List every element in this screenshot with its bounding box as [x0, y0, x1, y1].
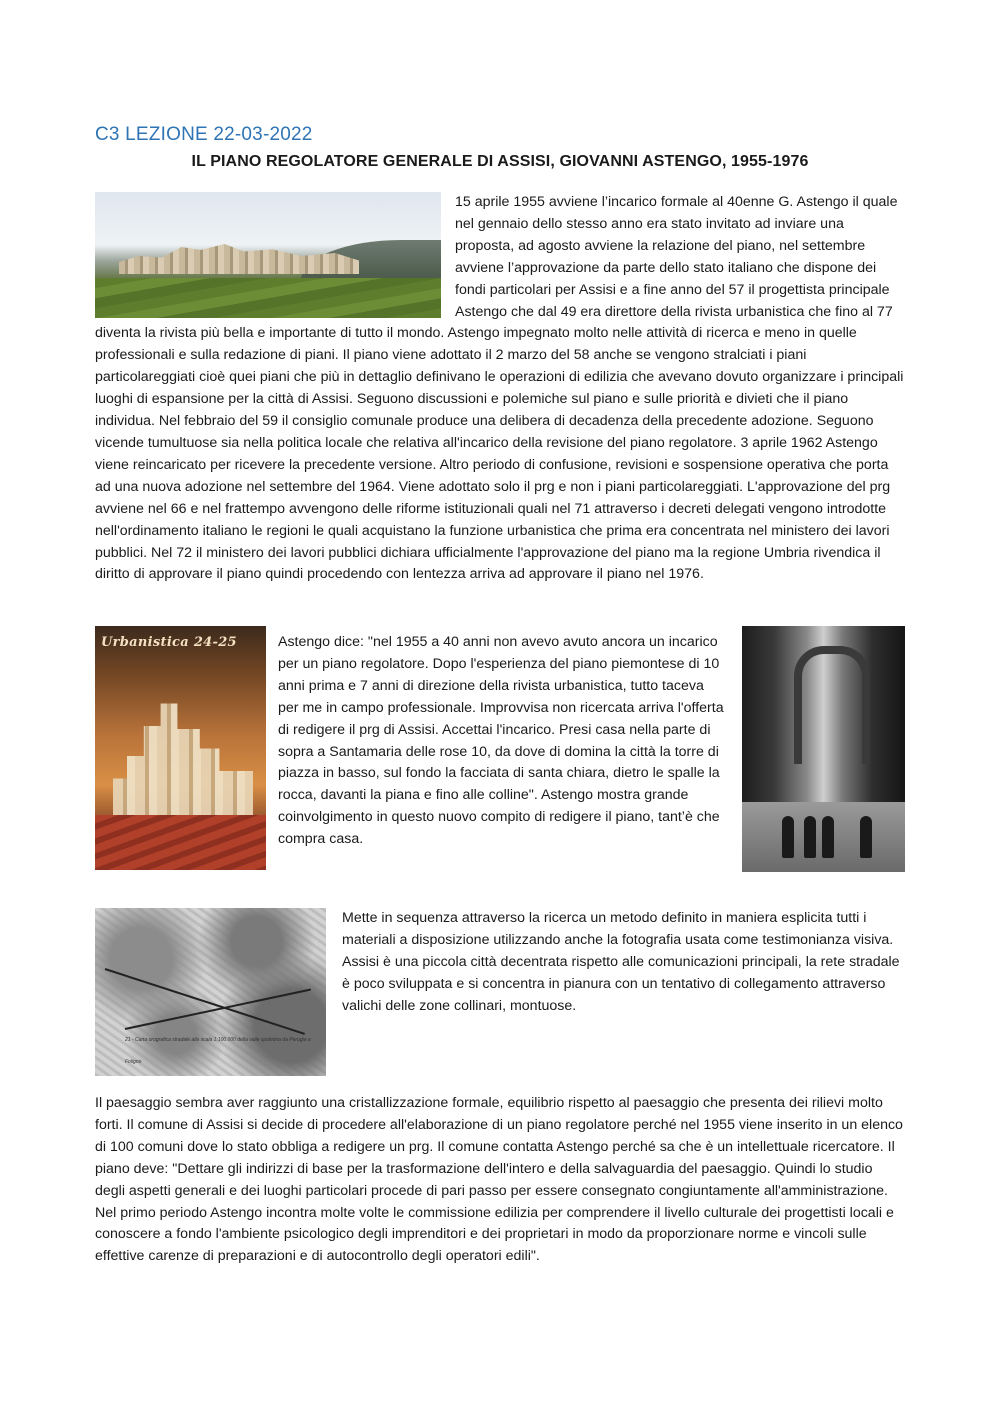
- section-quote: [95, 626, 905, 872]
- paragraph-landscape: Il paesaggio sembra aver raggiunto una cristallizzazione formale, equilibrio rispetto al paesaggio che presenta dei rilievi molto forti. Il comune di Assisi si decide di procedere all'elaborazione di un piano regolatore perché nel 1955 viene inserito in un elenco di 100 comuni dove lo stato obbliga a redigere un prg. Il comune contatta Astengo perché sa che è un intellettuale ricercatore. Il piano deve: "Dettare gli indirizzi di base per la trasformazione dell'intero e della salvaguardia del paesaggio. Quindi lo studio degli aspetti generali e dei luoghi particolari procede di pari passo per essere consegnato congiuntamente all'amministrazione. Nel primo periodo Astengo incontra molte volte le commissione edilizia per comprendere il livello culturale dei progettisti locali e conoscere a fondo l'ambiente psicologico degli imprenditori e dei proprietari in modo da proporzionare norme e vincoli sulle effettive carenze di preparazioni e di autocontrollo degli operatori edili".: [95, 1095, 903, 1265]
- cover-title-text: Urbanistica 24-25: [101, 635, 237, 650]
- section-landscape: [95, 1093, 905, 1268]
- paragraph-method: Mette in sequenza attraverso la ricerca un metodo definito in maniera esplicita tutti i materiali a disposizione utilizzando anche la fotografia usata come testimonianza visiva. Assisi è una piccola città decentrata rispetto alle comunicazioni principali, la rete stradale è poco sviluppata e si concentra in pianura con un tentativo di collegamento attraverso valichi delle zone collinari, montuose.: [342, 910, 900, 1014]
- paragraph-history: 15 aprile 1955 avviene l’incarico formale al 40enne G. Astengo il quale nel gennaio dello stesso anno era stato invitato ad inviare una proposta, ad agosto avviene la relazione del piano, nel settembre avviene l’approvazione da parte dello stato italiano che dispone dei fondi particolari per Assisi e a fine anno del 57 il progettista principale Astengo che dal 49 era direttore della rivista urbanistica che fino al 77 diventa la rivista più bella e importante di tutto il mondo. Astengo impegnato molto nelle attività di ricerca e meno in quelle professionali e sulla redazione di piani. Il piano viene adottato il 2 marzo del 58 anche se vengono stralciati i piani particolareggiati cioè quei piani che più in dettaglio definivano le operazioni di edilizia che avevano dovuto organizzare i principali luoghi di espansione per la città di Assisi. Seguono discussioni e polemiche sul piano e sulle priorità e divieti che il piano individua. Nel febbraio del 59 il consiglio comunale produce una delibera di decadenza della precedente adozione. Seguono vicende tumultuose sia nella politica locale che relativa all'incarico della revisione del piano regolatore. 3 aprile 1962 Astengo viene reincaricato per ricevere la precedente versione. Altro periodo di confusione, revisioni e sospensione operativa che porta ad una nuova adozione nel settembre del 1964. Viene adottato solo il prg e non i piani particolareggiati. L'approvazione del prg avviene nel 66 e nel frattempo avvengono delle riforme istituzionali quali nel 71 attraverso i decreti delegati vengono introdotte nell'ordinamento italiano le regioni le quali acquistano la funzione urbanistica che prima era concentrata nel ministero dei lavori pubblici. Nel 72 il ministero dei lavori pubblici dichiara ufficialmente l'approvazione del piano ma la regione Umbria rivendica il diritto di approvare il piano quindi procedendo con lentezza arriva ad approvare il piano nel 1976.: [95, 194, 904, 583]
- section-method: [95, 908, 905, 1076]
- lesson-heading: C3 LEZIONE 22-03-2022: [95, 124, 313, 145]
- assisi-landscape-photo: [95, 192, 441, 318]
- urbanistica-cover-image: [95, 626, 266, 870]
- map-caption: 21 - Carta orografica stradale alla scala 1:100.000 della valle spoletina da Perugia a Foligno: [125, 1037, 311, 1066]
- document-title: IL PIANO REGOLATORE GENERALE DI ASSISI, GIOVANNI ASTENGO, 1955-1976: [191, 153, 809, 170]
- section-intro: [95, 192, 905, 586]
- assisi-street-photo: [742, 626, 905, 872]
- orographic-map-image: [95, 908, 326, 1076]
- paragraph-astengo-quote: Astengo dice: "nel 1955 a 40 anni non avevo avuto ancora un incarico per un piano regolatore. Dopo l'esperienza del piano piemontese di 10 anni prima e 7 anni di direzione della rivista urbanistica, tutto taceva per me in campo professionale. Improvvisa non ricercata arriva l'offerta di redigere il prg di Assisi. Accettai l'incarico. Presi casa nella parte di sopra a Santamaria delle rose 10, da dove di domina la città la torre di piazza in basso, sul fondo la facciata di santa chiara, dietro le spalle la rocca, davanti la piana e fino alle colline". Astengo mostra grande coinvolgimento in questo nuovo compito di redigere il piano, tant’è che compra casa.: [278, 634, 724, 848]
